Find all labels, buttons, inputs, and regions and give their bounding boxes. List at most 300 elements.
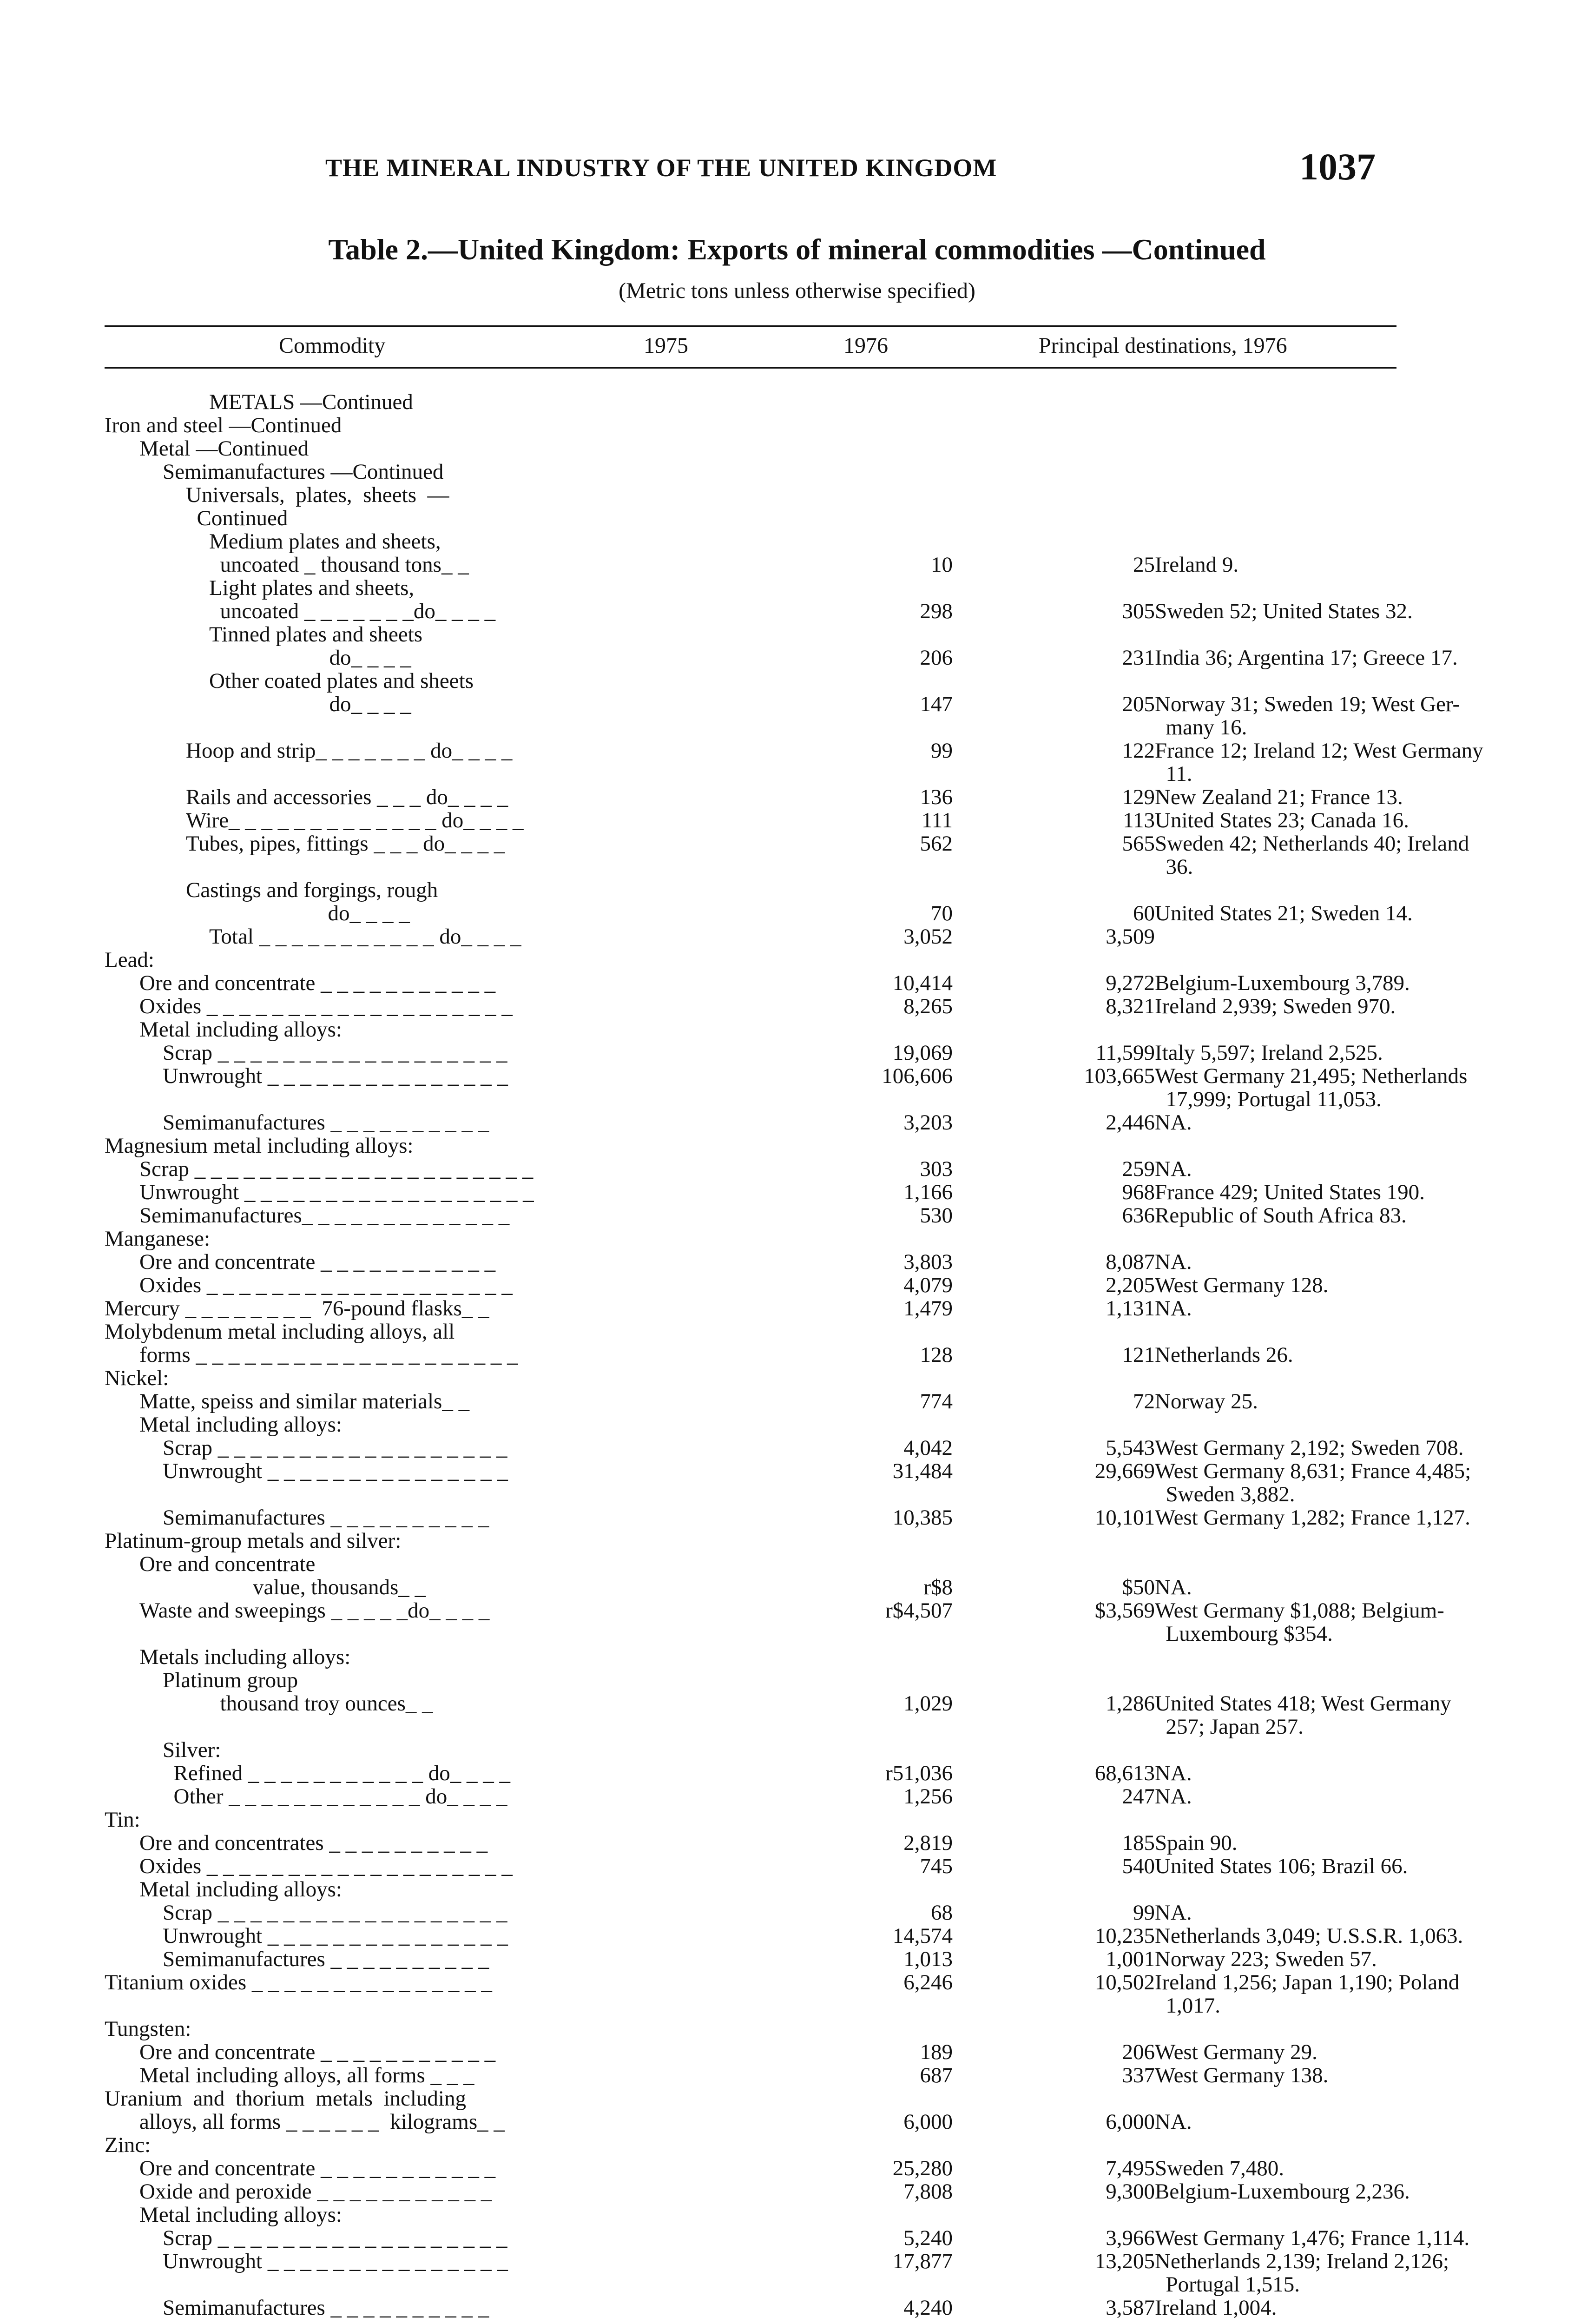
value-1976-cell [953, 2087, 1155, 2110]
value-1976-cell: 247 [1122, 1784, 1155, 1809]
value-1976-cell [953, 460, 1155, 483]
table-row [105, 1762, 1501, 1785]
value-1976-cell [953, 716, 1155, 739]
commodity-cell: Ore and concentrate _ _ _ _ _ _ _ _ _ _ _ [139, 2040, 496, 2064]
table-row [105, 1808, 1501, 1831]
destinations-cell [1155, 1878, 1501, 1901]
table-row [105, 600, 1501, 623]
value-1975-cell [662, 576, 953, 600]
commodity-cell: Metal including alloys: [139, 1877, 342, 1901]
value-1975-cell: 774 [920, 1389, 953, 1413]
destinations-cell: West Germany 8,631; France 4,485; [1155, 1459, 1471, 1483]
value-1976-cell [953, 1738, 1155, 1762]
table-row [105, 1250, 1501, 1274]
value-1976-cell: 2,446 [1106, 1110, 1155, 1135]
table-row [105, 1041, 1501, 1064]
commodity-cell: Waste and sweepings _ _ _ _ _do_ _ _ _ [139, 1598, 490, 1623]
value-1976-cell: 10,101 [1094, 1505, 1155, 1530]
value-1976-cell [953, 1529, 1155, 1552]
commodity-cell: Wire_ _ _ _ _ _ _ _ _ _ _ _ _ do_ _ _ _ [186, 808, 524, 832]
value-1976-cell [953, 2017, 1155, 2040]
destinations-cell [1155, 1413, 1501, 1436]
value-1975-cell [662, 1227, 953, 1250]
commodity-cell: Iron and steel —Continued [105, 413, 342, 437]
value-1975-cell: 111 [921, 808, 953, 832]
value-1975-cell [662, 2273, 953, 2296]
commodity-cell: Hoop and strip_ _ _ _ _ _ _ do_ _ _ _ [186, 739, 513, 763]
commodity-cell: Semimanufactures _ _ _ _ _ _ _ _ _ _ [163, 1505, 489, 1530]
value-1975-cell: 745 [920, 1854, 953, 1878]
exports-table [105, 390, 1501, 2319]
top-rule [105, 325, 1396, 327]
destinations-cell [1155, 2087, 1501, 2110]
value-1976-cell [953, 1088, 1155, 1111]
table-row [105, 1483, 1501, 1506]
commodity-cell: Metal including alloys, all forms _ _ _ [139, 2063, 474, 2087]
commodity-cell: Scrap _ _ _ _ _ _ _ _ _ _ _ _ _ _ _ _ _ _ [163, 1901, 507, 1925]
destinations-cell [1155, 483, 1501, 507]
table-body [105, 390, 1501, 2319]
commodity-cell: Universals, plates, sheets — [186, 483, 449, 507]
table-row [105, 530, 1501, 553]
table-row [105, 1018, 1501, 1041]
destinations-cell [1155, 576, 1501, 600]
value-1975-cell [662, 1645, 953, 1669]
value-1976-cell: $50 [1122, 1575, 1155, 1599]
commodity-cell [105, 2273, 662, 2296]
commodity-cell: Platinum group [163, 1668, 298, 1692]
table-row [105, 1274, 1501, 1297]
value-1976-cell: 205 [1122, 692, 1155, 716]
commodity-cell: Other _ _ _ _ _ _ _ _ _ _ _ _ do_ _ _ _ [163, 1784, 507, 1809]
value-1975-cell: 687 [920, 2063, 953, 2087]
table-row [105, 1599, 1501, 1622]
destinations-cell [1155, 1808, 1501, 1831]
commodity-cell [105, 1622, 662, 1645]
value-1975-cell [662, 1808, 953, 1831]
table-row [105, 2017, 1501, 2040]
commodity-cell: Scrap _ _ _ _ _ _ _ _ _ _ _ _ _ _ _ _ _ _ [163, 1041, 507, 1065]
header-commodity: Commodity [279, 333, 386, 358]
value-1976-cell [953, 948, 1155, 971]
commodity-cell: Mercury _ _ _ _ _ _ _ _ 76-pound flasks_ _ [105, 1296, 489, 1320]
table-row [105, 1204, 1501, 1227]
destinations-cell: West Germany $1,088; Belgium- [1155, 1598, 1444, 1623]
value-1976-cell: 206 [1122, 2040, 1155, 2064]
destinations-cell: NA. [1155, 1110, 1192, 1135]
value-1976-cell [953, 1483, 1155, 1506]
destinations-cell [1155, 1738, 1501, 1762]
commodity-cell: Unwrought _ _ _ _ _ _ _ _ _ _ _ _ _ _ _ _ _ _ [139, 1180, 534, 1204]
destinations-cell [1155, 948, 1501, 971]
value-1975-cell: 136 [920, 785, 953, 809]
value-1975-cell [662, 1413, 953, 1436]
value-1975-cell: 8,265 [903, 994, 953, 1018]
table-row [105, 2133, 1501, 2157]
commodity-cell: Scrap _ _ _ _ _ _ _ _ _ _ _ _ _ _ _ _ _ _ [163, 2226, 507, 2250]
table-row [105, 2087, 1501, 2110]
value-1975-cell: 1,029 [903, 1691, 953, 1716]
destinations-cell: United States 418; West Germany [1155, 1691, 1451, 1716]
commodity-cell [105, 1483, 662, 1506]
destinations-cell: West Germany 1,282; France 1,127. [1155, 1505, 1470, 1530]
table-row [105, 1645, 1501, 1669]
destinations-cell: NA. [1155, 1784, 1192, 1809]
value-1976-cell: 3,966 [1106, 2226, 1155, 2250]
value-1976-cell [953, 1715, 1155, 1738]
destinations-cell: NA. [1155, 1296, 1192, 1320]
destinations-cell: Sweden 7,480. [1155, 2156, 1284, 2180]
commodity-cell: Ore and concentrate _ _ _ _ _ _ _ _ _ _ _ [139, 2156, 496, 2180]
commodity-cell: Refined _ _ _ _ _ _ _ _ _ _ _ do_ _ _ _ [163, 1761, 511, 1785]
table-row [105, 669, 1501, 693]
table-row [105, 2203, 1501, 2226]
table-row [105, 1576, 1501, 1599]
commodity-cell: Metal including alloys: [139, 2203, 342, 2227]
value-1975-cell: 17,877 [892, 2249, 953, 2273]
table-row [105, 971, 1501, 995]
commodity-cell: Ore and concentrate _ _ _ _ _ _ _ _ _ _ _ [139, 1250, 496, 1274]
destinations-cell [1155, 390, 1501, 414]
value-1976-cell [953, 878, 1155, 902]
value-1976-cell: 337 [1122, 2063, 1155, 2087]
value-1975-cell: 1,013 [903, 1947, 953, 1971]
commodity-cell [105, 762, 662, 786]
destinations-cell: Portugal 1,515. [1155, 2272, 1300, 2297]
table-row [105, 1134, 1501, 1157]
value-1976-cell: 5,543 [1106, 1436, 1155, 1460]
table-row [105, 2250, 1501, 2273]
table-row [105, 1529, 1501, 1552]
table-row [105, 414, 1501, 437]
destinations-cell [1155, 2017, 1501, 2040]
value-1976-cell [953, 669, 1155, 693]
value-1975-cell: r$4,507 [885, 1598, 953, 1623]
destinations-cell: New Zealand 21; France 13. [1155, 785, 1403, 809]
table-row [105, 693, 1501, 716]
table-row [105, 1343, 1501, 1367]
table-row [105, 2296, 1501, 2319]
table-row [105, 2110, 1501, 2133]
value-1976-cell: 540 [1122, 1854, 1155, 1878]
table-row [105, 1692, 1501, 1715]
destinations-cell: Netherlands 3,049; U.S.S.R. 1,063. [1155, 1924, 1463, 1948]
value-1975-cell [662, 1622, 953, 1645]
value-1976-cell: 305 [1122, 599, 1155, 623]
value-1976-cell [953, 1878, 1155, 1901]
value-1975-cell [662, 414, 953, 437]
destinations-cell: United States 21; Sweden 14. [1155, 901, 1413, 925]
table-row [105, 1459, 1501, 1483]
destinations-cell: Ireland 1,004. [1155, 2296, 1277, 2320]
value-1976-cell [953, 1018, 1155, 1041]
page-number: 1037 [1299, 145, 1376, 188]
table-row [105, 2273, 1501, 2296]
destinations-cell [1155, 1018, 1501, 1041]
value-1975-cell [662, 1367, 953, 1390]
destinations-cell [1155, 1645, 1501, 1669]
value-1975-cell: 3,803 [903, 1250, 953, 1274]
value-1975-cell: 2,819 [903, 1831, 953, 1855]
destinations-cell [1155, 507, 1501, 530]
value-1975-cell [662, 1994, 953, 2017]
destinations-cell: Spain 90. [1155, 1831, 1238, 1855]
commodity-cell: Magnesium metal including alloys: [105, 1134, 414, 1158]
destinations-cell [1155, 1227, 1501, 1250]
value-1976-cell: $3,569 [1094, 1598, 1155, 1623]
value-1976-cell [953, 576, 1155, 600]
destinations-cell: France 12; Ireland 12; West Germany [1155, 739, 1483, 763]
value-1976-cell [953, 1808, 1155, 1831]
destinations-cell: Norway 31; Sweden 19; West Ger- [1155, 692, 1460, 716]
commodity-cell: Matte, speiss and similar materials_ _ [139, 1389, 470, 1413]
commodity-cell: Scrap _ _ _ _ _ _ _ _ _ _ _ _ _ _ _ _ _ _ [163, 1436, 507, 1460]
value-1976-cell: 13,205 [1094, 2249, 1155, 2273]
value-1976-cell: 10,502 [1094, 1970, 1155, 1994]
commodity-cell: Metal including alloys: [139, 1413, 342, 1437]
table-row [105, 1855, 1501, 1878]
value-1976-cell: 9,300 [1106, 2179, 1155, 2204]
table-row [105, 1088, 1501, 1111]
table-row [105, 786, 1501, 809]
commodity-cell: Semimanufactures _ _ _ _ _ _ _ _ _ _ [163, 1110, 489, 1135]
destinations-cell: West Germany 21,495; Netherlands [1155, 1064, 1468, 1088]
value-1975-cell [662, 2017, 953, 2040]
commodity-cell: Semimanufactures _ _ _ _ _ _ _ _ _ _ [163, 2296, 489, 2320]
commodity-cell: Tubes, pipes, fittings _ _ _ do_ _ _ _ [186, 832, 505, 856]
value-1975-cell: 70 [931, 901, 953, 925]
table-row [105, 1715, 1501, 1738]
value-1975-cell [662, 1738, 953, 1762]
commodity-cell: Ore and concentrate _ _ _ _ _ _ _ _ _ _ _ [139, 971, 496, 995]
value-1975-cell [662, 669, 953, 693]
table-row [105, 1413, 1501, 1436]
commodity-cell: thousand troy ounces_ _ [209, 1691, 433, 1716]
destinations-cell: many 16. [1155, 715, 1247, 739]
commodity-cell: Metal —Continued [139, 436, 309, 461]
value-1976-cell: 968 [1122, 1180, 1155, 1204]
destinations-cell: 36. [1155, 855, 1193, 879]
value-1976-cell: 10,235 [1094, 1924, 1155, 1948]
destinations-cell: Ireland 2,939; Sweden 970. [1155, 994, 1396, 1018]
value-1976-cell: 8,321 [1106, 994, 1155, 1018]
destinations-cell: Republic of South Africa 83. [1155, 1203, 1407, 1228]
value-1976-cell: 3,509 [1106, 924, 1155, 949]
commodity-cell: uncoated _ _ _ _ _ _ _do_ _ _ _ [209, 599, 496, 623]
destinations-cell: West Germany 29. [1155, 2040, 1317, 2064]
commodity-cell: Unwrought _ _ _ _ _ _ _ _ _ _ _ _ _ _ _ [163, 1924, 508, 1948]
value-1975-cell: 68 [931, 1901, 953, 1925]
value-1976-cell: 185 [1122, 1831, 1155, 1855]
value-1975-cell: 128 [920, 1343, 953, 1367]
destinations-cell: Sweden 3,882. [1155, 1482, 1295, 1506]
value-1975-cell [662, 855, 953, 878]
value-1975-cell: 106,606 [882, 1064, 953, 1088]
commodity-cell [105, 716, 662, 739]
value-1975-cell [662, 2133, 953, 2157]
value-1976-cell: 25 [1133, 553, 1155, 577]
destinations-cell [1155, 460, 1501, 483]
commodity-cell [105, 855, 662, 878]
destinations-cell [1155, 1552, 1501, 1576]
destinations-cell: Norway 223; Sweden 57. [1155, 1947, 1377, 1971]
table-row [105, 1738, 1501, 1762]
value-1975-cell [662, 716, 953, 739]
commodity-cell: Oxides _ _ _ _ _ _ _ _ _ _ _ _ _ _ _ _ _ _ _ [139, 994, 513, 1018]
value-1975-cell: 31,484 [892, 1459, 953, 1483]
table-row [105, 1785, 1501, 1808]
value-1975-cell: 99 [931, 739, 953, 763]
value-1976-cell [953, 1645, 1155, 1669]
value-1975-cell: 1,166 [903, 1180, 953, 1204]
value-1975-cell [662, 2203, 953, 2226]
value-1976-cell: 9,272 [1106, 971, 1155, 995]
destinations-cell: India 36; Argentina 17; Greece 17. [1155, 646, 1458, 670]
value-1975-cell: r51,036 [885, 1761, 953, 1785]
value-1975-cell: 206 [920, 646, 953, 670]
commodity-cell: Silver: [163, 1738, 221, 1762]
value-1975-cell [662, 1715, 953, 1738]
table-row [105, 390, 1501, 414]
value-1976-cell [953, 414, 1155, 437]
table-row [105, 739, 1501, 762]
destinations-cell: Belgium-Luxembourg 2,236. [1155, 2179, 1410, 2204]
header-1975: 1975 [644, 333, 688, 358]
destinations-cell [1155, 414, 1501, 437]
commodity-cell: METALS —Continued [209, 390, 413, 414]
value-1975-cell: 189 [920, 2040, 953, 2064]
destinations-cell [1155, 437, 1501, 460]
value-1975-cell [662, 1088, 953, 1111]
destinations-cell: NA. [1155, 1575, 1192, 1599]
destinations-cell: Luxembourg $354. [1155, 1622, 1333, 1646]
commodity-cell: Light plates and sheets, [209, 576, 415, 600]
table-row [105, 1948, 1501, 1971]
header-destinations: Principal destinations, 1976 [1039, 333, 1287, 358]
commodity-cell: Uranium and thorium metals including [105, 2086, 466, 2111]
commodity-cell: Rails and accessories _ _ _ do_ _ _ _ [186, 785, 508, 809]
value-1975-cell: 5,240 [903, 2226, 953, 2250]
value-1975-cell: 4,042 [903, 1436, 953, 1460]
destinations-cell [1155, 530, 1501, 553]
value-1976-cell [953, 1134, 1155, 1157]
value-1975-cell: 1,256 [903, 1784, 953, 1809]
commodity-cell: Semimanufactures_ _ _ _ _ _ _ _ _ _ _ _ _ [139, 1203, 510, 1228]
table-row [105, 646, 1501, 669]
table-row [105, 553, 1501, 576]
table-row [105, 1157, 1501, 1181]
commodity-cell: Semimanufactures _ _ _ _ _ _ _ _ _ _ [163, 1947, 489, 1971]
commodity-cell: Platinum-group metals and silver: [105, 1529, 402, 1553]
commodity-cell: Unwrought _ _ _ _ _ _ _ _ _ _ _ _ _ _ _ [163, 2249, 508, 2273]
value-1976-cell [953, 1227, 1155, 1250]
value-1976-cell [953, 762, 1155, 786]
table-row [105, 460, 1501, 483]
value-1975-cell [662, 1134, 953, 1157]
commodity-cell: uncoated _ thousand tons_ _ [209, 553, 469, 577]
commodity-cell: Metal including alloys: [139, 1017, 342, 1042]
value-1976-cell: 1,286 [1106, 1691, 1155, 1716]
table-row [105, 1367, 1501, 1390]
value-1976-cell: 1,001 [1106, 1947, 1155, 1971]
table-row [105, 2040, 1501, 2064]
commodity-cell [105, 1994, 662, 2017]
value-1975-cell [662, 390, 953, 414]
value-1975-cell: 147 [920, 692, 953, 716]
value-1975-cell [662, 1529, 953, 1552]
table-row [105, 762, 1501, 786]
value-1976-cell: 2,205 [1106, 1273, 1155, 1297]
header-1976: 1976 [843, 333, 888, 358]
value-1976-cell [953, 855, 1155, 878]
value-1975-cell: 4,240 [903, 2296, 953, 2320]
value-1976-cell [953, 390, 1155, 414]
commodity-cell: value, thousands_ _ [209, 1575, 426, 1599]
destinations-cell [1155, 623, 1501, 646]
value-1976-cell [953, 1994, 1155, 2017]
table-row [105, 1622, 1501, 1645]
commodity-cell: do_ _ _ _ [209, 692, 411, 716]
destinations-cell: 17,999; Portugal 11,053. [1155, 1087, 1382, 1111]
destinations-cell: Sweden 42; Netherlands 40; Ireland [1155, 832, 1469, 856]
value-1975-cell: 1,479 [903, 1296, 953, 1320]
table-row [105, 1924, 1501, 1948]
destinations-cell [1155, 1669, 1501, 1692]
value-1976-cell [953, 1622, 1155, 1645]
table-row [105, 1878, 1501, 1901]
value-1976-cell: 231 [1122, 646, 1155, 670]
value-1976-cell: 103,665 [1084, 1064, 1155, 1088]
destinations-cell [1155, 2203, 1501, 2226]
table-row [105, 1901, 1501, 1924]
value-1976-cell: 636 [1122, 1203, 1155, 1228]
value-1976-cell [953, 483, 1155, 507]
destinations-cell: Norway 25. [1155, 1389, 1258, 1413]
table-row [105, 1181, 1501, 1204]
table-row [105, 832, 1501, 855]
value-1975-cell [662, 623, 953, 646]
table-row [105, 1227, 1501, 1250]
value-1976-cell [953, 2133, 1155, 2157]
value-1975-cell [662, 878, 953, 902]
value-1975-cell [662, 2087, 953, 2110]
destinations-cell: NA. [1155, 1250, 1192, 1274]
table-row [105, 1320, 1501, 1343]
value-1975-cell: 6,000 [903, 2110, 953, 2134]
table-row [105, 1552, 1501, 1576]
destinations-cell: Sweden 52; United States 32. [1155, 599, 1413, 623]
commodity-cell: Oxide and peroxide _ _ _ _ _ _ _ _ _ _ _ [139, 2179, 492, 2204]
value-1975-cell: 298 [920, 599, 953, 623]
commodity-cell: Unwrought _ _ _ _ _ _ _ _ _ _ _ _ _ _ _ [163, 1064, 508, 1088]
value-1975-cell [662, 1483, 953, 1506]
value-1976-cell: 565 [1122, 832, 1155, 856]
table-row [105, 1669, 1501, 1692]
value-1976-cell [953, 1367, 1155, 1390]
destinations-cell: Italy 5,597; Ireland 2,525. [1155, 1041, 1383, 1065]
destinations-cell: West Germany 2,192; Sweden 708. [1155, 1436, 1464, 1460]
value-1975-cell: 562 [920, 832, 953, 856]
running-head-title: THE MINERAL INDUSTRY OF THE UNITED KINGDOM [325, 154, 997, 182]
table-row [105, 809, 1501, 832]
value-1976-cell: 68,613 [1094, 1761, 1155, 1785]
table-title: Table 2.—United Kingdom: Exports of mineral commodities —Continued [328, 233, 1266, 266]
table-row [105, 1436, 1501, 1459]
value-1975-cell: 19,069 [892, 1041, 953, 1065]
value-1976-cell: 99 [1133, 1901, 1155, 1925]
commodity-cell: Tinned plates and sheets [209, 622, 423, 647]
commodity-cell [105, 1088, 662, 1111]
